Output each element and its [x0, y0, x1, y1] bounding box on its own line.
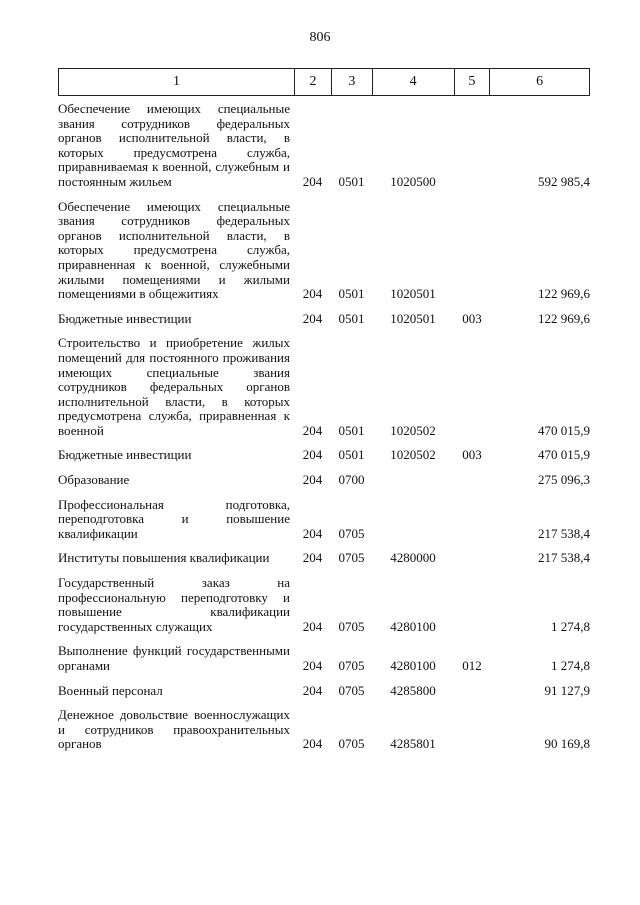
table-row	[58, 312, 590, 327]
row-col-2: 204	[302, 618, 323, 634]
row-amount: 90 169,8	[544, 736, 590, 752]
row-description: Профессиональная подготовка, переподготовка и повышение квалификации	[58, 496, 290, 541]
table-row	[58, 708, 590, 752]
row-col-3: 0501	[338, 286, 365, 302]
row-description: Бюджетные инвестиции	[58, 310, 192, 326]
row-description: Бюджетные инвестиции	[58, 447, 192, 463]
row-amount: 122 969,6	[538, 286, 590, 302]
row-col-5: 012	[462, 658, 482, 673]
row-col-3: 0705	[338, 682, 365, 698]
row-col-2: 204	[302, 422, 323, 438]
row-col-3: 0501	[338, 310, 365, 326]
row-col-3: 0705	[338, 550, 365, 566]
row-description: Обеспечение имеющих специальные звания сотрудников федеральных органов исполнительной власти, в которых предусмотрена служба, приравниваемая к военной, служебным и постоянным жильем	[58, 101, 290, 189]
row-amount: 91 127,9	[544, 682, 590, 698]
table-row	[58, 336, 590, 438]
header-col-6: 6	[489, 69, 589, 95]
row-description: Институты повышения квалификации	[58, 550, 270, 566]
row-col-4: 1020501	[390, 310, 436, 326]
row-amount: 217 538,4	[538, 550, 590, 566]
table-row	[58, 200, 590, 302]
row-col-2: 204	[302, 472, 323, 488]
row-col-2: 204	[302, 173, 323, 189]
row-col-4: 4280000	[390, 550, 436, 566]
row-amount: 470 015,9	[538, 447, 590, 463]
row-amount: 592 985,4	[538, 173, 590, 189]
row-col-5: 003	[462, 447, 482, 463]
row-col-3: 0705	[338, 736, 365, 752]
row-description: Обеспечение имеющих специальные звания сотрудников федеральных органов исполнительной власти, в которых предусмотрена служба, приравненная к военной, служебными жилыми помещениями и жилыми помещениями в общежитиях	[58, 198, 290, 302]
budget-table-body	[58, 96, 590, 752]
row-col-4: 4280100	[390, 618, 436, 634]
row-col-3: 0501	[338, 422, 365, 438]
row-col-3: 0705	[338, 658, 365, 673]
row-col-2: 204	[302, 658, 323, 673]
table-row	[58, 644, 590, 673]
row-col-2: 204	[302, 447, 323, 463]
row-col-4: 4285801	[390, 736, 436, 752]
row-col-4: 4280100	[390, 658, 436, 673]
table-row	[58, 473, 590, 488]
table-row	[58, 551, 590, 566]
row-amount: 470 015,9	[538, 422, 590, 438]
table-row	[58, 684, 590, 699]
row-col-2: 204	[302, 736, 323, 752]
row-col-4: 1020502	[390, 422, 436, 438]
row-description: Военный персонал	[58, 682, 163, 698]
row-col-4: 1020501	[390, 286, 436, 302]
table-row	[58, 448, 590, 463]
row-col-3: 0700	[338, 472, 365, 488]
row-col-3: 0501	[338, 447, 365, 463]
row-col-2: 204	[302, 682, 323, 698]
row-description: Выполнение функций государственными органами	[58, 643, 290, 673]
table-header	[58, 68, 590, 96]
header-col-4: 4	[372, 69, 454, 95]
table-row	[58, 498, 590, 542]
row-amount: 1 274,8	[551, 658, 590, 673]
row-col-3: 0501	[338, 173, 365, 189]
row-col-4: 4285800	[390, 682, 436, 698]
row-col-3: 0705	[338, 525, 365, 541]
header-col-5: 5	[454, 69, 490, 95]
row-amount: 1 274,8	[551, 618, 590, 634]
row-col-4: 1020500	[390, 173, 436, 189]
page-number: 806	[309, 30, 331, 45]
row-description: Государственный заказ на профессиональную переподготовку и повышение квалификации государственных служащих	[58, 575, 290, 634]
row-col-2: 204	[302, 310, 323, 326]
row-description: Строительство и приобретение жилых помещений для постоянного проживания имеющих специальные звания сотрудников федеральных органов исполнительной власти, в которых предусмотрена служба, приравненная к военной	[58, 335, 290, 438]
header-col-3: 3	[331, 69, 372, 95]
row-col-4: 1020502	[390, 447, 436, 463]
row-amount: 275 096,3	[538, 472, 590, 488]
row-col-2: 204	[302, 525, 323, 541]
row-description: Образование	[58, 472, 130, 488]
row-col-5: 003	[462, 310, 482, 326]
header-col-1: 1	[173, 74, 181, 89]
row-col-2: 204	[302, 286, 323, 302]
row-amount: 217 538,4	[538, 525, 590, 541]
row-description: Денежное довольствие военнослужащих и сотрудников правоохранительных органов	[58, 707, 290, 752]
table-row	[58, 576, 590, 634]
row-col-3: 0705	[338, 618, 365, 634]
header-col-2: 2	[294, 69, 331, 95]
table-row	[58, 102, 590, 190]
row-amount: 122 969,6	[538, 310, 590, 326]
row-col-2: 204	[302, 550, 323, 566]
